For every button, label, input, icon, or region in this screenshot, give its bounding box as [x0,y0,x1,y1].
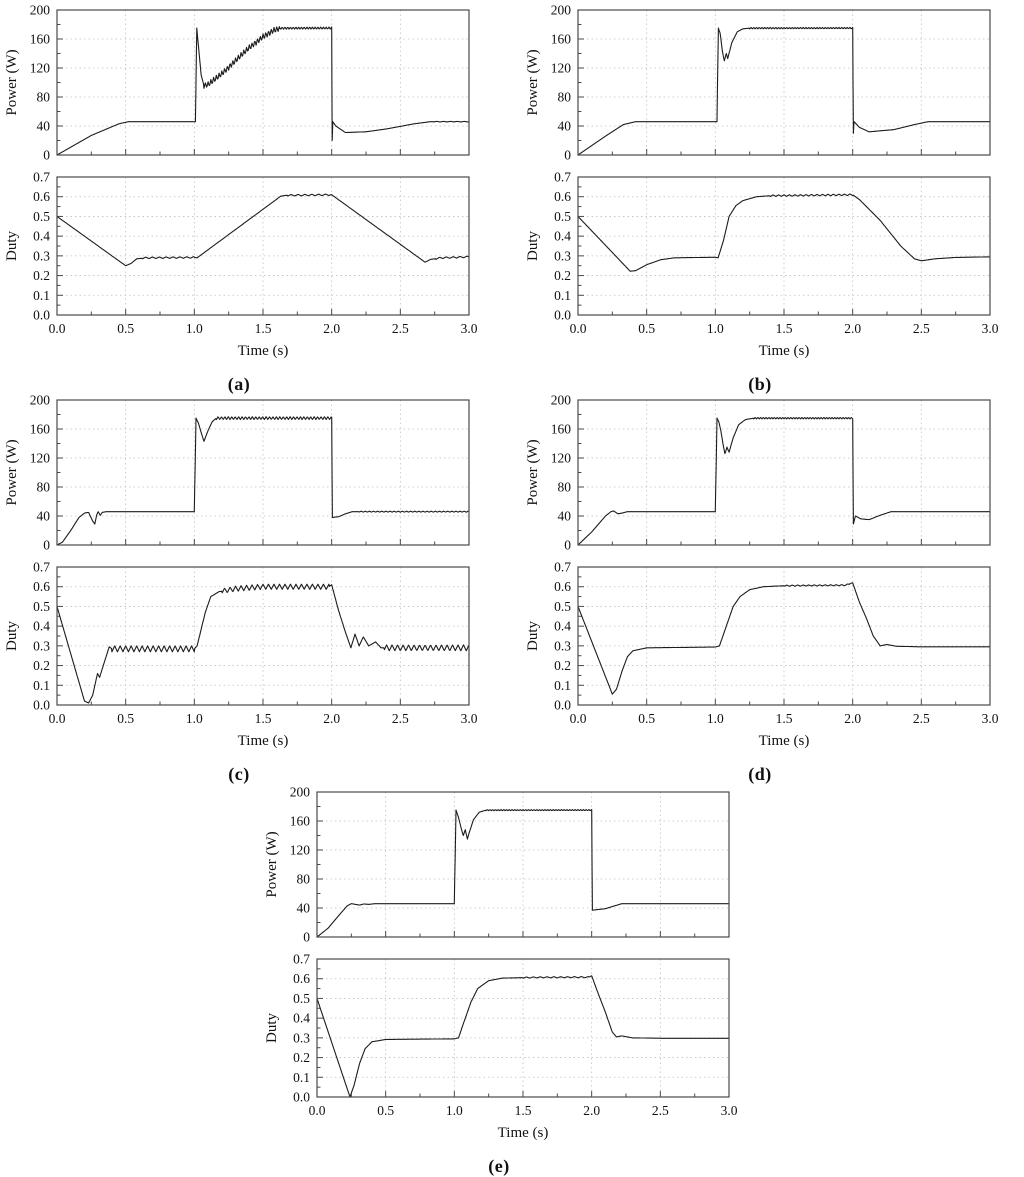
svg-text:80: 80 [557,479,571,495]
svg-text:0: 0 [43,537,50,550]
svg-text:0.0: 0.0 [33,697,50,713]
duty-chart-b [521,165,999,372]
svg-text:2.0: 2.0 [323,321,341,336]
svg-text:200: 200 [289,784,310,800]
svg-text:200: 200 [29,2,50,18]
svg-text:2.5: 2.5 [651,1103,669,1118]
svg-text:0.2: 0.2 [33,268,50,284]
svg-text:0.6: 0.6 [554,579,571,595]
svg-text:Power (W): Power (W) [525,49,541,116]
svg-text:40: 40 [296,900,310,916]
svg-text:0.2: 0.2 [554,658,571,674]
svg-text:120: 120 [550,450,571,466]
svg-text:3.0: 3.0 [981,711,999,726]
svg-text:0.6: 0.6 [33,189,50,205]
svg-text:0.4: 0.4 [33,228,50,244]
svg-text:2.0: 2.0 [844,711,862,726]
svg-text:0: 0 [303,929,310,942]
svg-text:0.4: 0.4 [293,1010,310,1026]
svg-text:0.6: 0.6 [554,189,571,205]
svg-text:2.5: 2.5 [391,321,409,336]
svg-text:0.5: 0.5 [293,990,310,1006]
svg-text:0.5: 0.5 [117,711,135,726]
svg-text:0.5: 0.5 [638,321,656,336]
svg-text:0: 0 [564,147,571,160]
svg-text:1.0: 1.0 [445,1103,463,1118]
svg-text:Power (W): Power (W) [4,49,20,116]
svg-text:120: 120 [29,60,50,76]
svg-text:80: 80 [557,89,571,105]
svg-text:80: 80 [36,479,50,495]
svg-text:0: 0 [564,537,571,550]
svg-text:0.1: 0.1 [33,287,50,303]
svg-text:0.5: 0.5 [554,598,571,614]
svg-text:0.5: 0.5 [554,208,571,224]
duty-chart-e [260,947,738,1154]
caption-a: (a) [227,374,251,394]
svg-text:Duty: Duty [525,231,541,261]
svg-text:40: 40 [36,118,50,134]
duty-chart-c [0,555,478,762]
power-chart-e [260,784,738,947]
svg-text:0.7: 0.7 [554,559,571,575]
svg-text:120: 120 [289,842,310,858]
svg-text:0.3: 0.3 [33,248,50,264]
svg-text:3.0: 3.0 [720,1103,738,1118]
svg-text:0.0: 0.0 [308,1103,326,1118]
svg-text:160: 160 [289,813,310,829]
svg-text:Power (W): Power (W) [525,439,541,506]
svg-text:80: 80 [296,871,310,887]
svg-text:3.0: 3.0 [460,321,478,336]
svg-text:0.2: 0.2 [554,268,571,284]
svg-text:80: 80 [36,89,50,105]
svg-text:1.5: 1.5 [775,321,793,336]
svg-text:160: 160 [550,31,571,47]
panel-e [260,784,738,1177]
caption-e: (e) [488,1156,510,1176]
power-chart-a [0,2,478,165]
svg-text:2.5: 2.5 [391,711,409,726]
svg-text:1.5: 1.5 [254,711,272,726]
duty-chart-d [521,555,999,762]
svg-text:0.5: 0.5 [33,598,50,614]
svg-text:0.1: 0.1 [554,677,571,693]
power-chart-c [0,392,478,555]
caption-d: (d) [748,764,772,784]
svg-text:0.0: 0.0 [48,321,66,336]
svg-text:40: 40 [557,118,571,134]
svg-text:2.5: 2.5 [912,321,930,336]
svg-text:Time (s): Time (s) [237,343,289,359]
panel-a [0,2,478,395]
svg-text:0.3: 0.3 [293,1030,310,1046]
svg-text:2.0: 2.0 [583,1103,601,1118]
svg-text:1.5: 1.5 [254,321,272,336]
svg-text:160: 160 [29,31,50,47]
svg-text:1.0: 1.0 [185,711,203,726]
svg-text:0.1: 0.1 [33,677,50,693]
svg-text:Power (W): Power (W) [264,831,280,898]
caption-b: (b) [748,374,772,394]
svg-text:0.2: 0.2 [293,1050,310,1066]
svg-text:0.2: 0.2 [33,658,50,674]
svg-text:0.5: 0.5 [117,321,135,336]
svg-text:0.0: 0.0 [554,697,571,713]
svg-text:0: 0 [43,147,50,160]
svg-text:160: 160 [550,421,571,437]
svg-text:1.0: 1.0 [185,321,203,336]
svg-text:0.4: 0.4 [554,618,571,634]
svg-text:0.5: 0.5 [638,711,656,726]
svg-text:0.3: 0.3 [554,248,571,264]
svg-text:Time (s): Time (s) [758,343,810,359]
svg-text:160: 160 [29,421,50,437]
duty-chart-a [0,165,478,372]
svg-text:0.4: 0.4 [554,228,571,244]
svg-text:Duty: Duty [264,1013,280,1043]
svg-text:2.0: 2.0 [844,321,862,336]
svg-text:2.5: 2.5 [912,711,930,726]
svg-text:0.0: 0.0 [569,711,587,726]
svg-text:Duty: Duty [525,621,541,651]
svg-text:0.6: 0.6 [293,971,310,987]
svg-text:0.6: 0.6 [33,579,50,595]
svg-text:0.4: 0.4 [33,618,50,634]
svg-text:0.1: 0.1 [554,287,571,303]
svg-text:1.0: 1.0 [706,711,724,726]
svg-text:1.5: 1.5 [775,711,793,726]
svg-text:0.0: 0.0 [48,711,66,726]
svg-text:200: 200 [29,392,50,408]
svg-text:3.0: 3.0 [460,711,478,726]
svg-text:0.5: 0.5 [33,208,50,224]
svg-text:0.7: 0.7 [33,559,50,575]
power-chart-b [521,2,999,165]
svg-text:120: 120 [550,60,571,76]
svg-text:200: 200 [550,392,571,408]
svg-text:2.0: 2.0 [323,711,341,726]
power-chart-d [521,392,999,555]
svg-text:0.0: 0.0 [554,307,571,323]
svg-text:200: 200 [550,2,571,18]
svg-text:0.0: 0.0 [33,307,50,323]
svg-text:0.7: 0.7 [293,951,310,967]
svg-text:Time (s): Time (s) [497,1125,549,1141]
svg-text:3.0: 3.0 [981,321,999,336]
svg-text:0.3: 0.3 [33,638,50,654]
svg-text:Duty: Duty [4,231,20,261]
svg-text:0.1: 0.1 [293,1069,310,1085]
svg-text:1.0: 1.0 [706,321,724,336]
svg-text:0.5: 0.5 [377,1103,395,1118]
svg-text:0.7: 0.7 [33,169,50,185]
svg-text:Power (W): Power (W) [4,439,20,506]
svg-text:40: 40 [36,508,50,524]
svg-text:0.3: 0.3 [554,638,571,654]
panel-b [521,2,999,395]
panel-c [0,392,478,785]
svg-text:0.0: 0.0 [293,1089,310,1105]
svg-text:1.5: 1.5 [514,1103,532,1118]
caption-c: (c) [228,764,250,784]
panel-d [521,392,999,785]
svg-text:0.0: 0.0 [569,321,587,336]
svg-text:120: 120 [29,450,50,466]
svg-text:Time (s): Time (s) [237,733,289,749]
svg-text:0.7: 0.7 [554,169,571,185]
svg-text:40: 40 [557,508,571,524]
svg-text:Time (s): Time (s) [758,733,810,749]
svg-text:Duty: Duty [4,621,20,651]
